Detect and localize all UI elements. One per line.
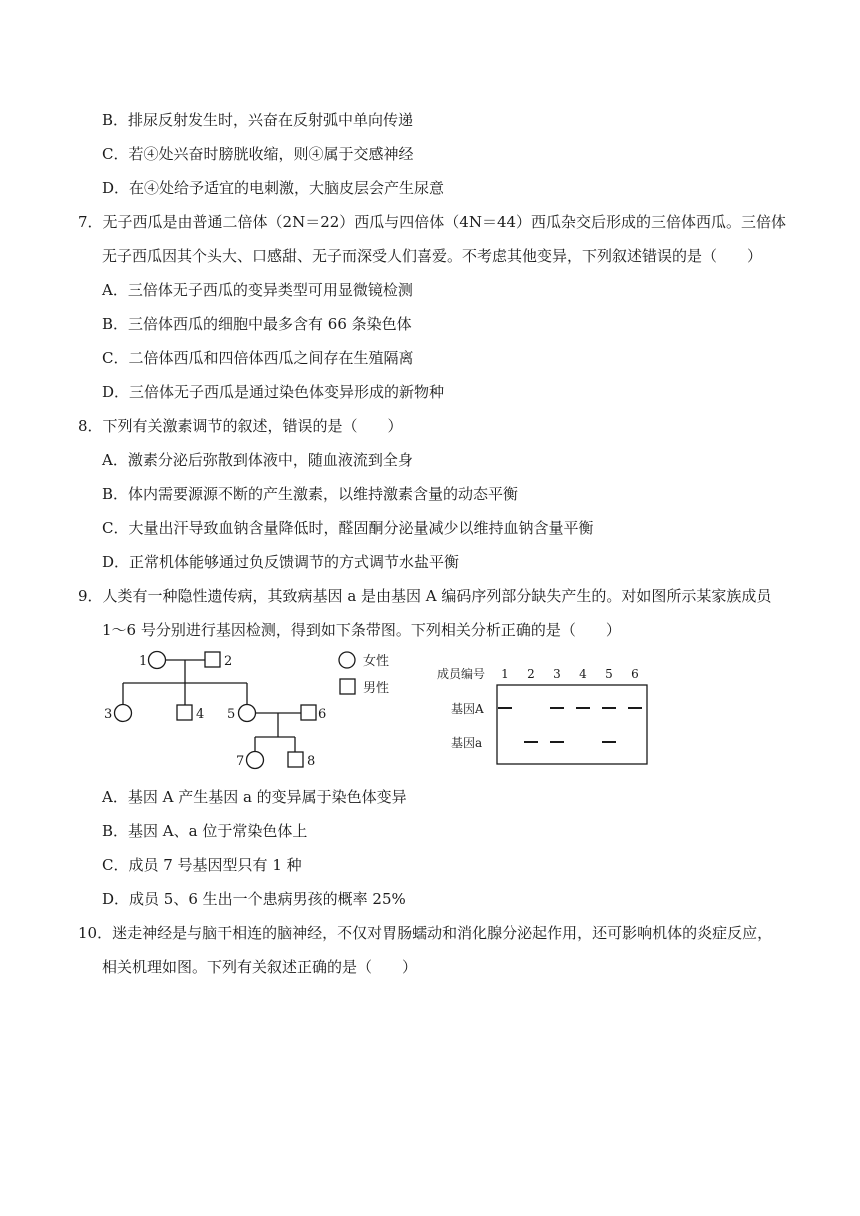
band-col-4: 4 xyxy=(579,667,587,681)
q8-option-c: C．大量出汗导致血钠含量降低时，醛固酮分泌量减少以维持血钠含量平衡 xyxy=(102,519,594,537)
q8-option-d: D．正常机体能够通过负反馈调节的方式调节水盐平衡 xyxy=(102,553,460,571)
q9-option-b: B．基因 A、a 位于常染色体上 xyxy=(102,822,308,840)
q6-option-d: D．在④处给予适宜的电刺激，大脑皮层会产生尿意 xyxy=(102,179,445,197)
pedigree-label-4: 4 xyxy=(196,707,205,722)
band-col-5: 5 xyxy=(605,667,613,681)
q6-option-c: C．若④处兴奋时膀胱收缩，则④属于交感神经 xyxy=(102,145,414,163)
q7-stem-line2: 无子西瓜因其个头大、口感甜、无子而深受人们喜爱。不考虑其他变异，下列叙述错误的是（ ） xyxy=(102,247,763,265)
q7-option-c: C．二倍体西瓜和四倍体西瓜之间存在生殖隔离 xyxy=(102,349,414,367)
legend-female-label: 女性 xyxy=(363,654,390,669)
legend-male-symbol xyxy=(340,679,355,694)
pedigree-member-3-female xyxy=(115,705,132,722)
q9-stem-line2: 1～6 号分别进行基因检测，得到如下条带图。下列相关分析正确的是（ ） xyxy=(102,621,621,639)
q6-option-b: B．排尿反射发生时，兴奋在反射弧中单向传递 xyxy=(102,111,414,129)
q7-option-d: D．三倍体无子西瓜是通过染色体变异形成的新物种 xyxy=(102,383,445,401)
q9-option-d: D．成员 5、6 生出一个患病男孩的概率 25% xyxy=(102,890,406,908)
gene-band-chart xyxy=(430,655,660,770)
pedigree-member-6-male xyxy=(301,705,316,720)
legend-female-symbol xyxy=(339,652,355,668)
pedigree-label-7: 7 xyxy=(236,754,245,769)
band-chart-header: 成员编号 xyxy=(437,667,486,681)
band-chart-frame xyxy=(497,685,647,764)
pedigree-label-3: 3 xyxy=(104,707,113,722)
pedigree-label-2: 2 xyxy=(224,654,233,669)
pedigree-member-1-female xyxy=(149,652,166,669)
band-col-1: 1 xyxy=(501,667,509,681)
pedigree-label-8: 8 xyxy=(307,754,316,769)
pedigree-member-8-male xyxy=(288,752,303,767)
q8-option-a: A．激素分泌后弥散到体液中，随血液流到全身 xyxy=(102,451,413,469)
q9-stem-line1: 9．人类有一种隐性遗传病，其致病基因 a 是由基因 A 编码序列部分缺失产生的。对如图所示某家族成员 xyxy=(78,587,772,605)
band-row-label-A: 基因A xyxy=(451,702,484,716)
q10-stem-line1: 10．迷走神经是与脑干相连的脑神经，不仅对胃肠蠕动和消化腺分泌起作用，还可影响机体的炎症反应， xyxy=(78,924,773,942)
band-row-label-a: 基因a xyxy=(451,736,483,750)
q7-option-b: B．三倍体西瓜的细胞中最多含有 66 条染色体 xyxy=(102,315,412,333)
q8-stem: 8．下列有关激素调节的叙述，错误的是（ ） xyxy=(78,417,403,435)
pedigree-label-5: 5 xyxy=(227,707,236,722)
band-col-2: 2 xyxy=(527,667,535,681)
q9-option-c: C．成员 7 号基因型只有 1 种 xyxy=(102,856,302,874)
pedigree-member-2-male xyxy=(205,652,220,667)
legend-male-label: 男性 xyxy=(363,681,390,696)
band-col-3: 3 xyxy=(553,667,561,681)
q9-option-a: A．基因 A 产生基因 a 的变异属于染色体变异 xyxy=(102,788,407,806)
pedigree-figure xyxy=(100,645,400,780)
pedigree-label-6: 6 xyxy=(318,707,327,722)
q7-stem-line1: 7．无子西瓜是由普通二倍体（2N＝22）西瓜与四倍体（4N＝44）西瓜杂交后形成的三倍体西瓜。三倍体 xyxy=(78,213,787,231)
band-col-6: 6 xyxy=(631,667,639,681)
q8-option-b: B．体内需要源源不断的产生激素，以维持激素含量的动态平衡 xyxy=(102,485,519,503)
pedigree-member-5-female xyxy=(239,705,256,722)
pedigree-member-7-female xyxy=(247,752,264,769)
pedigree-member-4-male xyxy=(177,705,192,720)
q10-stem-line2: 相关机理如图。下列有关叙述正确的是（ ） xyxy=(102,958,418,976)
pedigree-label-1: 1 xyxy=(139,654,148,669)
q7-option-a: A．三倍体无子西瓜的变异类型可用显微镜检测 xyxy=(102,281,413,299)
